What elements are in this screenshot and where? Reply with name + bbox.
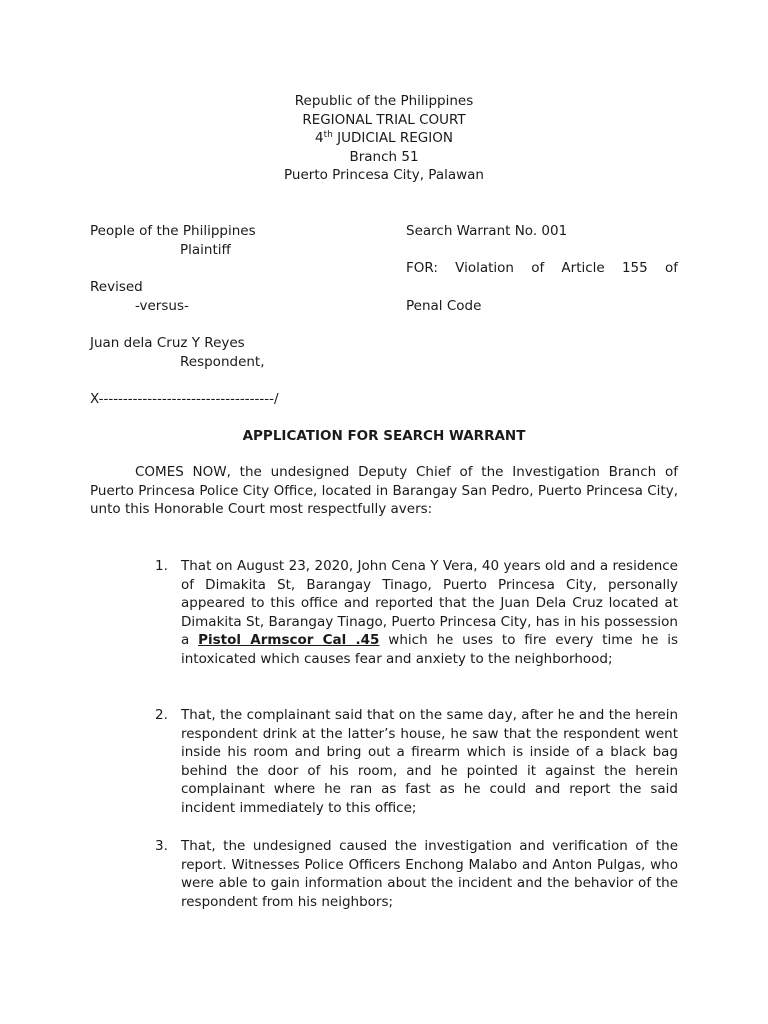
header-region (0, 129, 768, 148)
item-text (181, 557, 678, 669)
intro-paragraph (90, 463, 678, 519)
for-word: 155 (621, 260, 648, 276)
region-label: JUDICIAL REGION (332, 130, 453, 147)
header-branch: Branch 51 (349, 148, 419, 165)
plaintiff-role: Plaintiff (180, 242, 231, 258)
header-court: REGIONAL TRIAL COURT (302, 111, 466, 128)
respondent-role: Respondent, (180, 354, 265, 370)
for-word: Violation (455, 260, 514, 276)
warrant-number: Search Warrant No. 001 (406, 223, 568, 239)
for-word: FOR: (406, 260, 438, 276)
item-number: 2. (155, 707, 168, 723)
header-republic: Republic of the Philippines (294, 93, 474, 109)
region-suffix: th (323, 130, 333, 141)
item-text: That, the undesigned caused the investigation and verification of the report. Witnesses Police Officers Enchong Malabo and Anton Pulgas, who were able to gain information about the incident and the behavior of the respondent from his neighbors; (181, 838, 678, 910)
caption-separator: X------------------------------------/ (90, 391, 279, 407)
intro-text: COMES NOW, the undesigned Deputy Chief of the Investigation Branch of Puerto Princesa Police City Office, located in Barangay San Pedro, Puerto Princesa City, unto this Honorable Court most respectfully avers: (90, 464, 678, 518)
item-number: 3. (155, 838, 168, 854)
item-number: 1. (155, 558, 168, 574)
for-word: of (664, 260, 678, 276)
respondent-name: Juan dela Cruz Y Reyes (90, 335, 245, 351)
item-text-part: which he uses to fire every time he is intoxicated which causes fear and anxiety to the neighborhood; (181, 632, 678, 667)
plaintiff-name: People of the Philippines (90, 223, 256, 239)
document-title: APPLICATION FOR SEARCH WARRANT (242, 428, 526, 444)
item-text-part: That on August 23, 2020, John Cena Y Vera, 40 years old and a residence of Dimakita St, Barangay Tinago, Puerto Princesa City, personally appeared to this office and reported that the Juan Dela Cruz located at Dimakita St, Barangay Tinago, Puerto Princesa City, has in his possession a (181, 558, 678, 649)
region-number: 4 (315, 130, 324, 147)
for-word: Article (561, 260, 605, 276)
penal-code: Penal Code (406, 298, 482, 314)
versus-text: -versus- (135, 298, 189, 314)
item-text: That, the complainant said that on the same day, after he and the herein respondent drink at the latter’s house, he saw that the respondent went inside his room and bring out a firearm which is inside of a black bag behind the door of his room, and he pointed it against the herein complainant where he ran as fast as he could and report the said incident immediately to this office; (181, 707, 678, 816)
firearm-emphasis: Pistol Armscor Cal .45 (198, 632, 380, 649)
revised-text: Revised (90, 279, 143, 295)
court-header (0, 92, 768, 185)
for-word: of (531, 260, 545, 276)
violation-line (406, 259, 678, 278)
header-location: Puerto Princesa City, Palawan (284, 167, 484, 184)
